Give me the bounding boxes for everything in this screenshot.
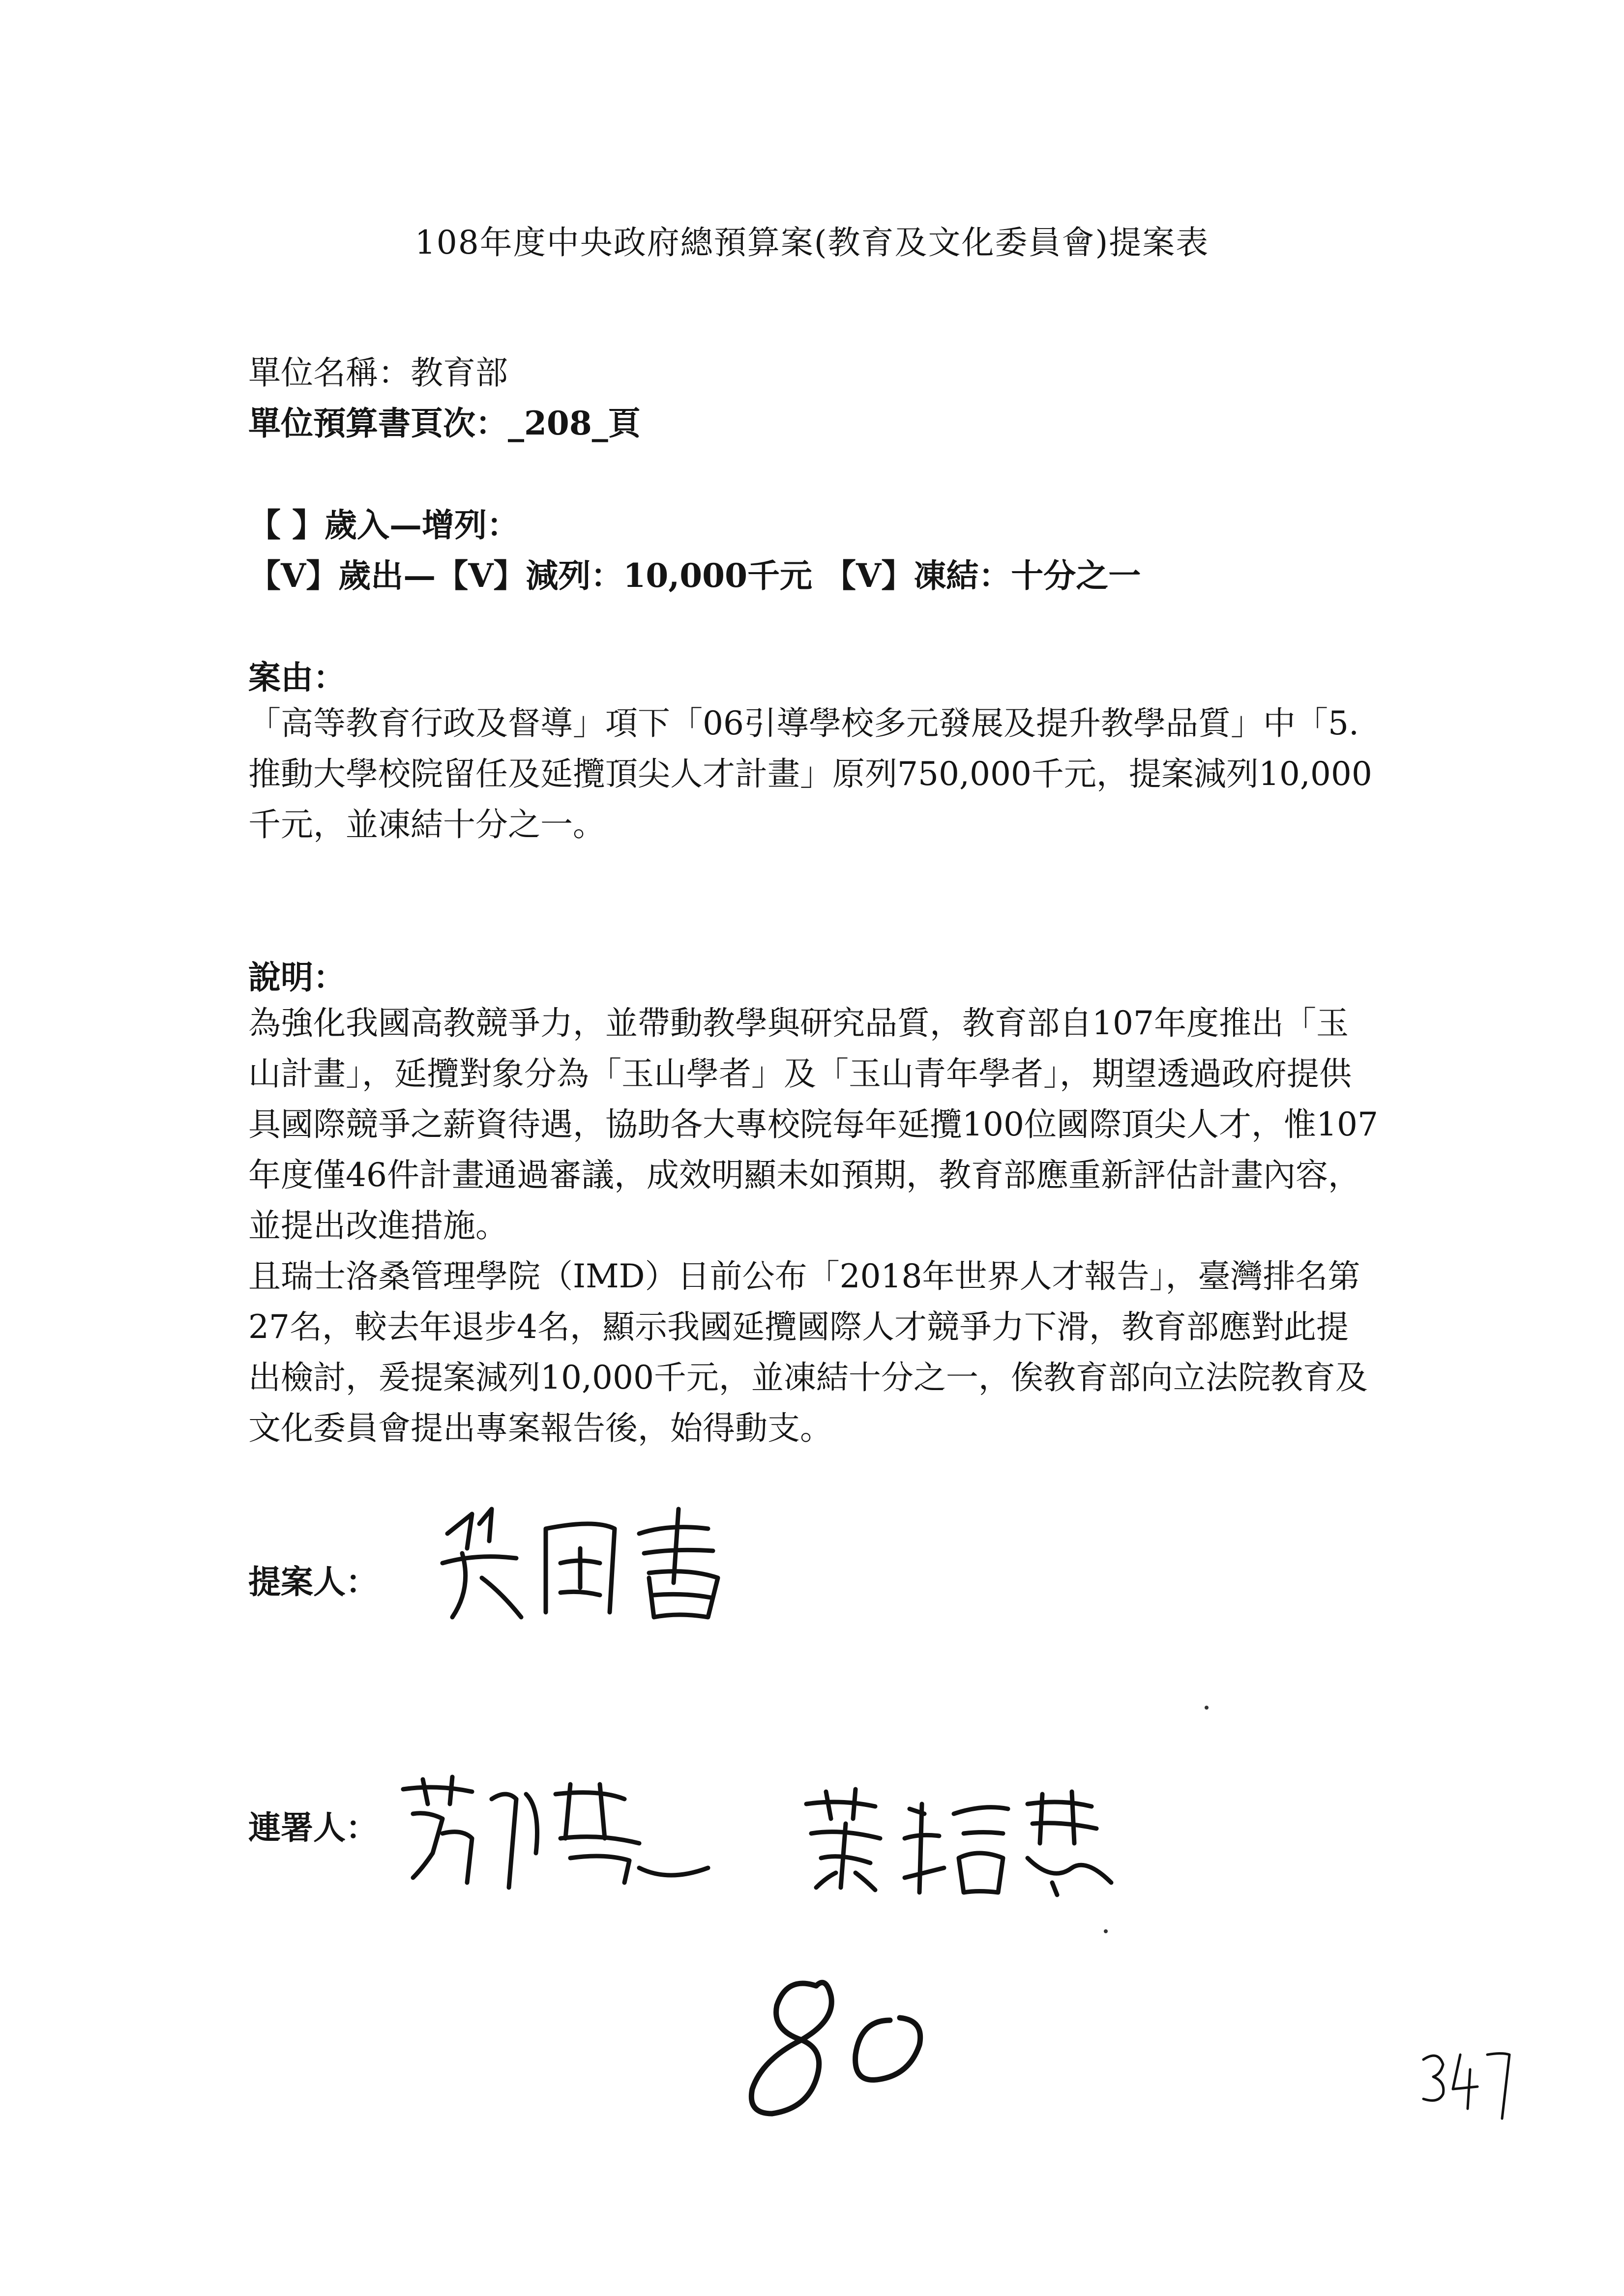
unit-name-line: 單位名稱：教育部 bbox=[248, 354, 508, 392]
proposer-signature bbox=[433, 1494, 738, 1627]
explanation-paragraph-2: 且瑞士洛桑管理學院（IMD）日前公布「2018年世界人才報告」，臺灣排名第27名，較去年退步4名，顯示我國延攬國際人才競爭力下滑，教育部應對此提出檢討，爰提案減列10,000千元，並凍結十分之一，俟教育部向立法院教育及文化委員會提出專案報告後，始得動支。 bbox=[248, 1257, 1368, 1447]
cosigner-signature-1 bbox=[393, 1770, 728, 1897]
reason-text: 「高等教育行政及督導」項下「06引導學校多元發展及提升教學品質」中「5.推動大學校院留任及延攬頂尖人才計畫」原列750,000千元，提案減列10,000千元，並凍結十分之一。 bbox=[248, 704, 1372, 843]
explanation-heading: 說明： bbox=[248, 958, 346, 996]
explanation-text-block bbox=[248, 998, 1379, 1453]
scan-speck bbox=[1104, 1929, 1108, 1933]
expenditure-line: 【V】歲出—【V】減列：10,000千元 【V】凍結：十分之一 bbox=[248, 556, 1141, 595]
reason-heading: 案由： bbox=[248, 658, 346, 697]
scan-speck bbox=[1205, 1706, 1209, 1710]
cosigner-label: 連署人： bbox=[248, 1808, 378, 1847]
revenue-line: 【 】歲入—增列： bbox=[248, 506, 519, 544]
cosigner-signature-2 bbox=[797, 1784, 1131, 1902]
proposer-label: 提案人： bbox=[248, 1563, 378, 1601]
reason-text-block bbox=[248, 698, 1379, 850]
document-title: 108年度中央政府總預算案(教育及文化委員會)提案表 bbox=[414, 224, 1210, 262]
handwritten-number-corner bbox=[1416, 2040, 1514, 2123]
budget-page-line: 單位預算書頁次：_208_頁 bbox=[248, 404, 641, 442]
explanation-paragraph-1: 為強化我國高教競爭力，並帶動教學與研究品質，教育部自107年度推出「玉山計畫」，延攬對象分為「玉山學者」及「玉山青年學者」，期望透過政府提供具國際競爭之薪資待遇，協助各大專校院每年延攬100位國際頂尖人才，惟107年度僅46件計畫通過審議，成效明顯未如預期，教育部應重新評估計畫內容，並提出改進措施。 bbox=[248, 1004, 1378, 1245]
handwritten-number-main bbox=[742, 1966, 949, 2128]
